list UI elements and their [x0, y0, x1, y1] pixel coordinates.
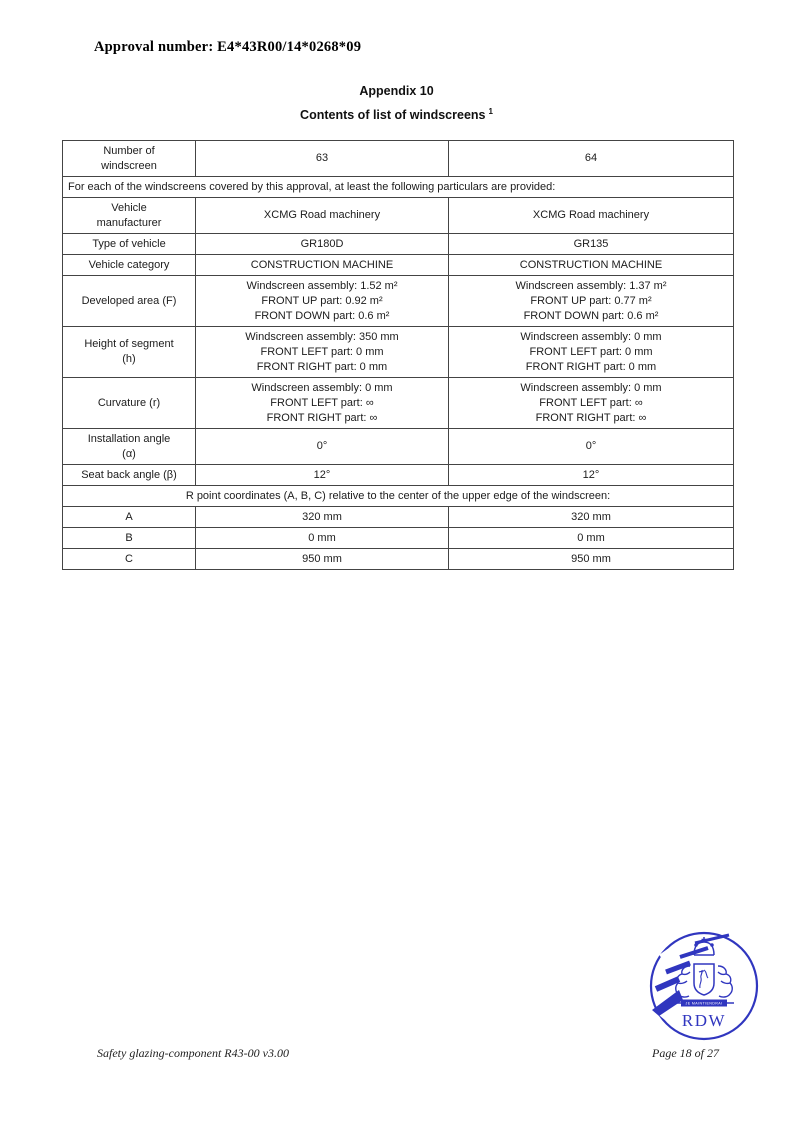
cell-line: 64	[584, 152, 598, 164]
appendix-title: Appendix 10	[359, 84, 434, 98]
cell-line: Windscreen assembly: 1.37 m²	[515, 279, 667, 292]
row-label-cell	[63, 528, 196, 549]
row-label-cell	[63, 141, 196, 177]
cell-line: FRONT RIGHT part: ∞	[535, 411, 647, 424]
cell-line: Developed area (F)	[81, 294, 177, 307]
cell-line: FRONT LEFT part: ∞	[270, 396, 374, 409]
cell-line: Seat back angle (β)	[81, 468, 177, 481]
table-row	[63, 465, 734, 486]
value-cell-64	[449, 234, 734, 255]
table-row	[63, 276, 734, 327]
value-cell-63	[196, 378, 449, 429]
value-cell-64	[449, 507, 734, 528]
cell-line: FRONT UP part: 0.92 m²	[261, 294, 383, 307]
table-row	[63, 255, 734, 276]
cell-line: GR180D	[300, 237, 344, 250]
cell-line: Installation angle	[87, 432, 171, 445]
table-row	[63, 327, 734, 378]
cell-line: XCMG Road machinery	[532, 209, 650, 221]
cell-line: Vehicle category	[88, 258, 170, 271]
table-row	[63, 234, 734, 255]
windscreen-table	[62, 140, 734, 570]
table-span-cell: R point coordinates (A, B, C) relative to the center of the upper edge of the windscreen:	[63, 486, 734, 507]
table-row	[63, 141, 734, 177]
cell-line: (h)	[122, 353, 136, 365]
table-row	[63, 507, 734, 528]
cell-line: (α)	[122, 447, 136, 460]
cell-line: A	[125, 510, 133, 523]
value-cell-64	[449, 198, 734, 234]
value-cell-64	[449, 378, 734, 429]
cell-line: 0 mm	[577, 531, 605, 544]
page-footer	[97, 1046, 719, 1061]
cell-line: CONSTRUCTION MACHINE	[519, 258, 663, 271]
row-label-cell	[63, 507, 196, 528]
table-span-cell: For each of the windscreens covered by this approval, at least the following particulars are provided:	[63, 177, 734, 198]
cell-line: FRONT DOWN part: 0.6 m²	[523, 309, 659, 322]
footer-document-version: Safety glazing-component R43-00 v3.00	[97, 1046, 289, 1060]
cell-line: FRONT LEFT part: 0 mm	[529, 345, 653, 358]
cell-line: 320 mm	[571, 510, 611, 523]
rdw-stamp	[645, 926, 761, 1042]
cell-line: FRONT DOWN part: 0.6 m²	[254, 309, 390, 322]
value-cell-63	[196, 255, 449, 276]
cell-line: Curvature (r)	[97, 396, 161, 409]
cell-line: Type of vehicle	[92, 237, 166, 250]
rdw-label: RDW	[681, 1011, 727, 1030]
value-cell-64	[449, 429, 734, 465]
cell-line: manufacturer	[96, 216, 162, 229]
cell-line: FRONT LEFT part: ∞	[539, 396, 643, 409]
contents-superscript: 1	[488, 107, 493, 116]
cell-line: GR135	[573, 237, 609, 250]
banner	[674, 1000, 734, 1007]
footer-page-number: Page 18 of 27	[652, 1046, 719, 1060]
title-block	[0, 84, 793, 122]
value-cell-64	[449, 276, 734, 327]
contents-title	[0, 107, 793, 122]
value-cell-63	[196, 276, 449, 327]
cell-line: FRONT RIGHT part: ∞	[266, 411, 378, 424]
row-label-cell	[63, 276, 196, 327]
shield-icon	[694, 964, 714, 995]
cell-line: CONSTRUCTION MACHINE	[250, 258, 394, 271]
row-label-cell	[63, 378, 196, 429]
value-cell-63	[196, 528, 449, 549]
row-label-cell	[63, 465, 196, 486]
row-label-cell	[63, 255, 196, 276]
cell-line: 950 mm	[571, 552, 611, 565]
cell-line: B	[125, 531, 133, 544]
cell-line: 12°	[582, 468, 600, 481]
rdw-stamp-graphic	[645, 926, 761, 1042]
row-label-cell	[63, 198, 196, 234]
cell-line: 12°	[313, 468, 331, 481]
cell-line: FRONT UP part: 0.77 m²	[530, 294, 652, 307]
row-label-cell	[63, 549, 196, 570]
cell-line: C	[125, 552, 133, 565]
table-row	[63, 429, 734, 465]
value-cell-64	[449, 141, 734, 177]
cell-line: Vehicle	[111, 201, 147, 214]
value-cell-63	[196, 327, 449, 378]
cell-line: FRONT RIGHT part: 0 mm	[525, 360, 657, 373]
approval-number: Approval number: E4*43R00/14*0268*09	[94, 39, 362, 55]
cell-line: FRONT RIGHT part: 0 mm	[256, 360, 388, 373]
row-label-cell	[63, 327, 196, 378]
windscreen-table-body	[63, 141, 734, 570]
value-cell-64	[449, 465, 734, 486]
cell-line: 320 mm	[302, 510, 342, 523]
value-cell-63	[196, 549, 449, 570]
cell-line: FRONT LEFT part: 0 mm	[260, 345, 384, 358]
table-row	[63, 486, 734, 507]
row-label-cell	[63, 234, 196, 255]
lion-right-icon	[718, 966, 732, 997]
cell-line: 63	[315, 152, 329, 164]
table-row	[63, 177, 734, 198]
contents-title-text: Contents of list of windscreens	[300, 108, 486, 123]
cell-line: 0 mm	[308, 531, 336, 544]
cell-line: Height of segment	[84, 338, 174, 350]
cell-line: 0°	[316, 440, 328, 452]
value-cell-63	[196, 465, 449, 486]
value-cell-64	[449, 549, 734, 570]
cell-line: Windscreen assembly: 350 mm	[245, 330, 399, 343]
cell-line: XCMG Road machinery	[263, 209, 381, 221]
cell-line: Windscreen assembly: 0 mm	[520, 381, 662, 394]
cell-line: Number of	[103, 144, 155, 157]
table-row	[63, 198, 734, 234]
banner-text: JE MAINTIENDRAI	[685, 1001, 723, 1006]
table-row	[63, 378, 734, 429]
cell-line: 0°	[585, 440, 597, 452]
value-cell-63	[196, 507, 449, 528]
cell-line: Windscreen assembly: 1.52 m²	[246, 279, 398, 292]
row-label-cell	[63, 429, 196, 465]
cell-line: windscreen	[101, 159, 157, 172]
value-cell-64	[449, 255, 734, 276]
table-row	[63, 549, 734, 570]
value-cell-63	[196, 141, 449, 177]
cell-line: 950 mm	[302, 552, 342, 565]
cell-line: Windscreen assembly: 0 mm	[520, 330, 662, 343]
value-cell-63	[196, 234, 449, 255]
table-row	[63, 528, 734, 549]
cell-line: Windscreen assembly: 0 mm	[251, 381, 393, 394]
value-cell-63	[196, 429, 449, 465]
value-cell-64	[449, 327, 734, 378]
value-cell-63	[196, 198, 449, 234]
value-cell-64	[449, 528, 734, 549]
